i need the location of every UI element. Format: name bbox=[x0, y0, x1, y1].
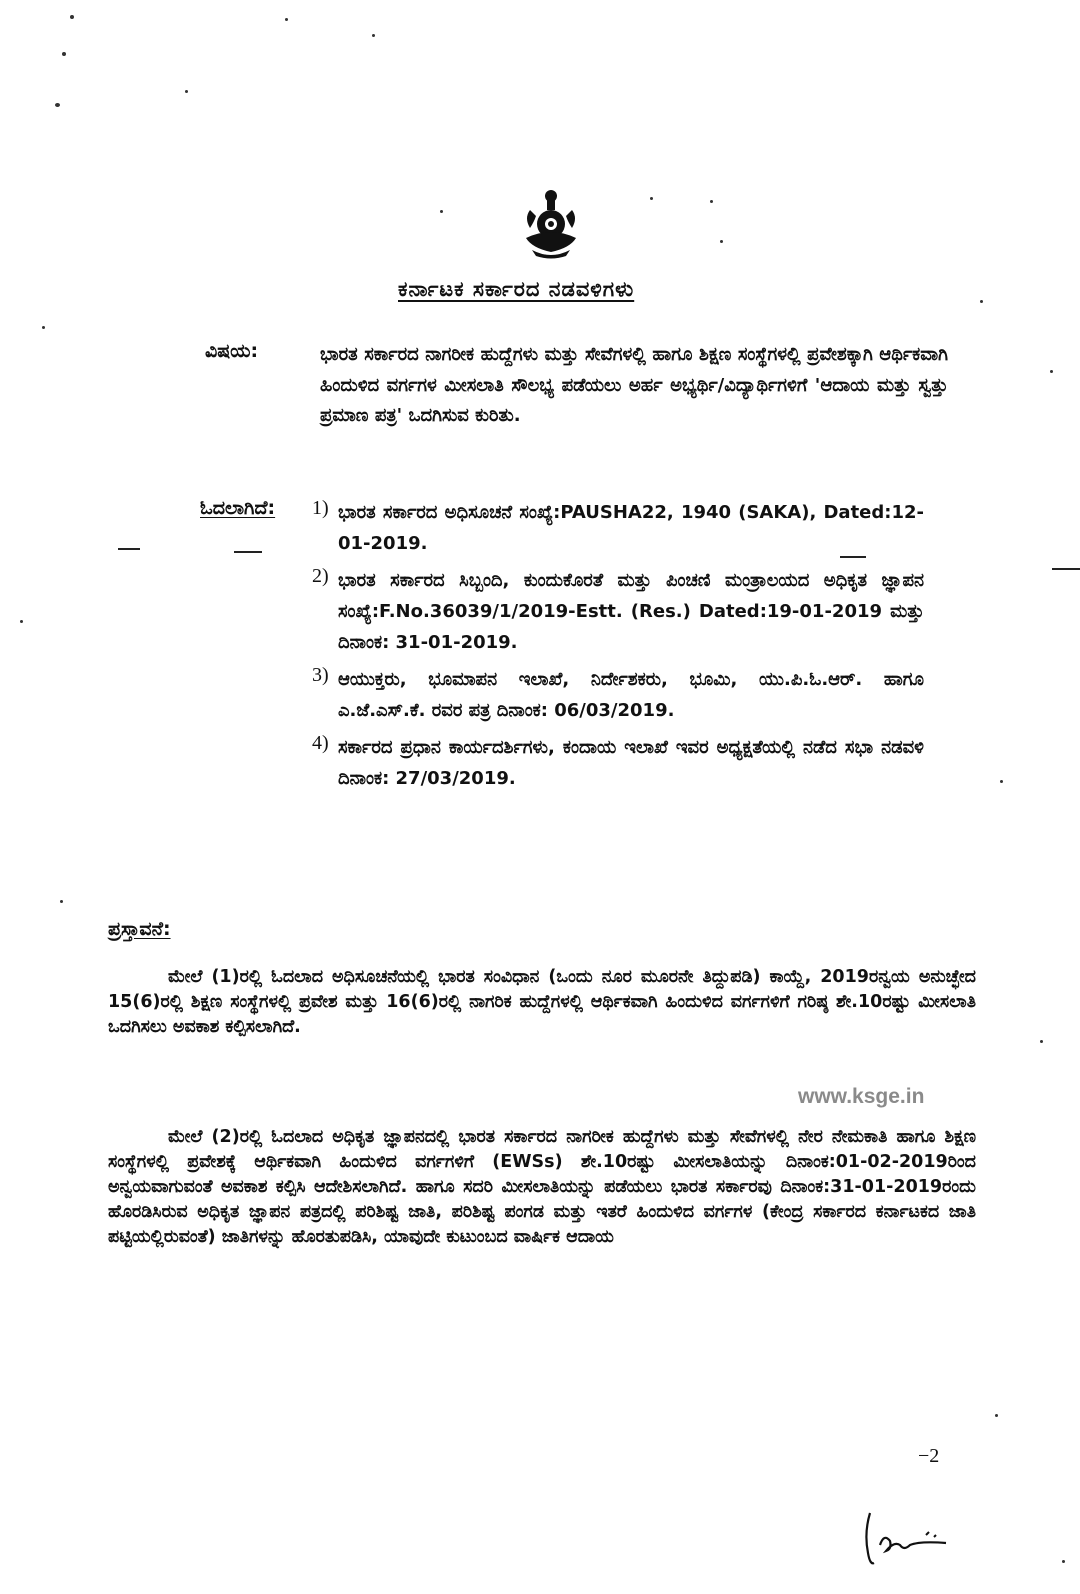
reference-text: ಸರ್ಕಾರದ ಪ್ರಧಾನ ಕಾರ್ಯದರ್ಶಿಗಳು, ಕಂದಾಯ ಇಲಾಖೆ ಇವರ ಅಧ್ಯಕ್ಷತೆಯಲ್ಲಿ ನಡೆದ ಸಭಾ ನಡವಳಿ ದಿನಾಂಕ: 27/03/2019. bbox=[338, 737, 924, 789]
watermark: www.ksge.in bbox=[798, 1085, 925, 1108]
scan-speck bbox=[980, 300, 983, 303]
reference-item bbox=[312, 732, 924, 794]
subject-label: ವಿಷಯ: bbox=[205, 340, 259, 362]
scan-speck bbox=[20, 620, 23, 623]
reference-item bbox=[312, 664, 924, 726]
reference-number: 3) bbox=[312, 664, 329, 686]
reference-item bbox=[312, 565, 924, 658]
references-list bbox=[312, 497, 924, 800]
reference-item bbox=[312, 497, 924, 559]
karnataka-emblem-icon bbox=[518, 188, 584, 260]
scan-speck bbox=[55, 103, 60, 107]
scan-speck bbox=[720, 240, 723, 243]
scan-speck bbox=[650, 197, 653, 200]
scan-speck bbox=[1000, 780, 1003, 783]
scan-speck bbox=[285, 18, 288, 21]
scan-speck bbox=[70, 15, 74, 19]
scan-speck bbox=[1050, 370, 1053, 373]
reference-number: 4) bbox=[312, 732, 329, 754]
scan-speck bbox=[1062, 1560, 1065, 1563]
reference-text: ಭಾರತ ಸರ್ಕಾರದ ಅಧಿಸೂಚನೆ ಸಂಖ್ಯೆ:PAUSHA22, 1940 (SAKA), Dated:12-01-2019. bbox=[338, 502, 924, 554]
scan-speck bbox=[710, 200, 713, 203]
preamble-paragraph-2: ಮೇಲೆ (2)ರಲ್ಲಿ ಓದಲಾದ ಅಧಿಕೃತ ಜ್ಞಾಪನದಲ್ಲಿ ಭಾರತ ಸರ್ಕಾರದ ನಾಗರೀಕ ಹುದ್ದೆಗಳು ಮತ್ತು ಸೇವೆಗಳಲ್ಲಿ ನೇರ ನೇಮಕಾತಿ ಹಾಗೂ ಶಿಕ್ಷಣ ಸಂಸ್ಥೆಗಳಲ್ಲಿ ಪ್ರವೇಶಕ್ಕೆ ಆರ್ಥಿಕವಾಗಿ ಹಿಂದುಳಿದ ವರ್ಗಗಳಿಗೆ (EWSs) ಶೇ.10ರಷ್ಟು ಮೀಸಲಾತಿಯನ್ನು ದಿನಾಂಕ:01-02-2019ರಿಂದ ಅನ್ವಯವಾಗುವಂತೆ ಅವಕಾಶ ಕಲ್ಪಿಸಿ ಆದೇಶಿಸಲಾಗಿದೆ. ಹಾಗೂ ಸದರಿ ಮೀಸಲಾತಿಯನ್ನು ಪಡೆಯಲು ಭಾರತ ಸರ್ಕಾರವು ದಿನಾಂಕ:31-01-2019ರಂದು ಹೊರಡಿಸಿರುವ ಅಧಿಕೃತ ಜ್ಞಾಪನ ಪತ್ರದಲ್ಲಿ ಪರಿಶಿಷ್ಟ ಜಾತಿ, ಪರಿಶಿಷ್ಟ ಪಂಗಡ ಮತ್ತು ಇತರೆ ಹಿಂದುಳಿದ ವರ್ಗಗಳ (ಕೇಂದ್ರ ಸರ್ಕಾರದ ಕರ್ನಾಟಕದ ಜಾತಿ ಪಟ್ಟಿಯಲ್ಲಿರುವಂತೆ) ಜಾತಿಗಳನ್ನು ಹೊರತುಪಡಿಸಿ, ಯಾವುದೇ ಕುಟುಂಬದ ವಾರ್ಷಿಕ ಆದಾಯ bbox=[108, 1127, 976, 1247]
document-title: ಕರ್ನಾಟಕ ಸರ್ಕಾರದ ನಡವಳಿಗಳು bbox=[398, 277, 635, 301]
page-number: −2 bbox=[918, 1445, 940, 1467]
scan-dash bbox=[234, 551, 262, 553]
reference-number: 1) bbox=[312, 497, 329, 519]
reference-text: ಭಾರತ ಸರ್ಕಾರದ ಸಿಬ್ಬಂದಿ, ಕುಂದುಕೊರತೆ ಮತ್ತು ಪಿಂಚಣಿ ಮಂತ್ರಾಲಯದ ಅಧಿಕೃತ ಜ್ಞಾಪನ ಸಂಖ್ಯೆ:F.No.36039/1/2019-Estt. (Res.) Dated:19-01-2019 ಮತ್ತು ದಿನಾಂಕ: 31-01-2019. bbox=[338, 570, 924, 653]
scan-speck bbox=[995, 1414, 998, 1417]
signature-icon bbox=[858, 1505, 958, 1575]
preamble-paragraph-1: ಮೇಲೆ (1)ರಲ್ಲಿ ಓದಲಾದ ಅಧಿಸೂಚನೆಯಲ್ಲಿ ಭಾರತ ಸಂವಿಧಾನ (ಒಂದು ನೂರ ಮೂರನೇ ತಿದ್ದುಪಡಿ) ಕಾಯ್ದೆ, 2019ರನ್ವಯ ಅನುಚ್ಛೇದ 15(6)ರಲ್ಲಿ ಶಿಕ್ಷಣ ಸಂಸ್ಥೆಗಳಲ್ಲಿ ಪ್ರವೇಶ ಮತ್ತು 16(6)ರಲ್ಲಿ ನಾಗರಿಕ ಹುದ್ದೆಗಳಲ್ಲಿ ಆರ್ಥಿಕವಾಗಿ ಹಿಂದುಳಿದ ವರ್ಗಗಳಿಗೆ ಗರಿಷ್ಠ ಶೇ.10ರಷ್ಟು ಮೀಸಲಾತಿ ಒದಗಿಸಲು ಅವಕಾಶ ಕಲ್ಪಿಸಲಾಗಿದೆ. bbox=[108, 967, 976, 1037]
scan-speck bbox=[1040, 1040, 1043, 1043]
scan-speck bbox=[372, 34, 375, 37]
scan-dash bbox=[1052, 568, 1080, 570]
scan-speck bbox=[60, 900, 63, 903]
scan-dash bbox=[118, 548, 140, 550]
preamble-heading: ಪ್ರಸ್ತಾವನೆ: bbox=[108, 918, 171, 940]
reference-text: ಆಯುಕ್ತರು, ಭೂಮಾಪನ ಇಲಾಖೆ, ನಿರ್ದೇಶಕರು, ಭೂಮಿ, ಯು.ಪಿ.ಓ.ಆರ್. ಹಾಗೂ ಎ.ಜೆ.ಎಸ್.ಕೆ. ರವರ ಪತ್ರ ದಿನಾಂಕ: 06/03/2019. bbox=[338, 669, 924, 721]
reference-number: 2) bbox=[312, 565, 329, 587]
scan-speck bbox=[62, 52, 66, 56]
scan-speck bbox=[42, 326, 45, 329]
references-label: ಓದಲಾಗಿದೆ: bbox=[200, 497, 276, 519]
scan-speck bbox=[440, 210, 443, 213]
scan-speck bbox=[185, 90, 188, 93]
subject-text: ಭಾರತ ಸರ್ಕಾರದ ನಾಗರೀಕ ಹುದ್ದೆಗಳು ಮತ್ತು ಸೇವೆಗಳಲ್ಲಿ ಹಾಗೂ ಶಿಕ್ಷಣ ಸಂಸ್ಥೆಗಳಲ್ಲಿ ಪ್ರವೇಶಕ್ಕಾಗಿ ಆರ್ಥಿಕವಾಗಿ ಹಿಂದುಳಿದ ವರ್ಗಗಳ ಮೀಸಲಾತಿ ಸೌಲಭ್ಯ ಪಡೆಯಲು ಅರ್ಹ ಅಭ್ಯರ್ಥಿ/ವಿದ್ಯಾರ್ಥಿಗಳಿಗೆ 'ಆದಾಯ ಮತ್ತು ಸ್ವತ್ತು ಪ್ರಮಾಣ ಪತ್ರ' ಒದಗಿಸುವ ಕುರಿತು. bbox=[320, 344, 948, 426]
